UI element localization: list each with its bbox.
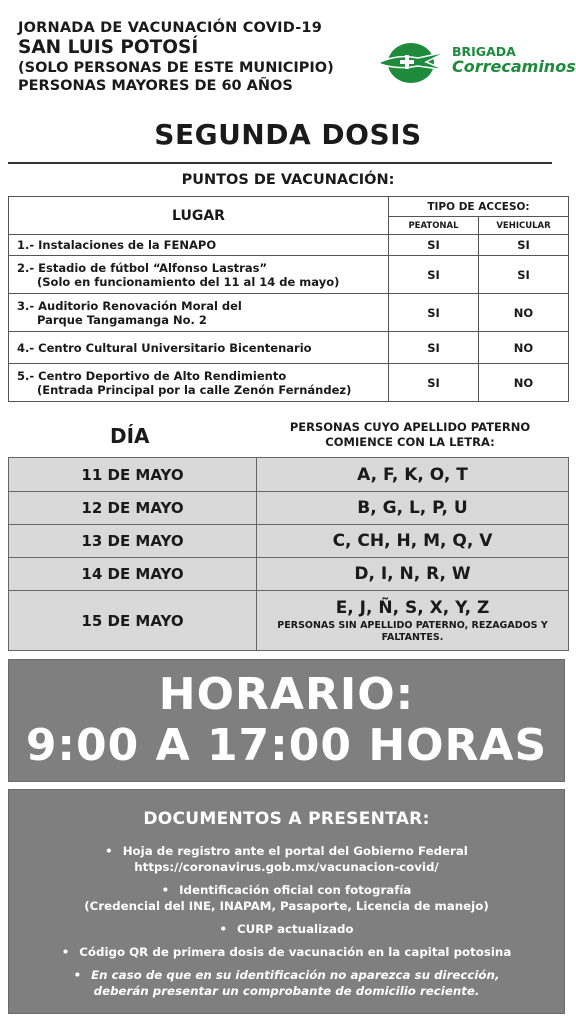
list-item bbox=[9, 843, 564, 875]
letters-cell: B, G, L, P, U bbox=[257, 492, 569, 525]
table-row bbox=[9, 591, 569, 651]
site-name bbox=[9, 256, 389, 294]
bullet-icon: • bbox=[73, 968, 82, 982]
logo-line1: BRIGADA bbox=[452, 44, 516, 59]
day-cell: 14 DE MAYO bbox=[9, 558, 257, 591]
letters-cell bbox=[257, 591, 569, 651]
col-dia: DÍA bbox=[110, 424, 150, 448]
bullet-icon: • bbox=[219, 922, 228, 936]
site-subtext: (Solo en funcionamiento del 11 al 14 de mayo) bbox=[37, 274, 340, 289]
col-peatonal: PEATONAL bbox=[389, 217, 479, 235]
site-name-text: 4.- Centro Cultural Universitario Bicentenario bbox=[17, 340, 312, 355]
vehicular-value: SI bbox=[479, 235, 569, 256]
table-row bbox=[9, 492, 569, 525]
document-subtext: deberán presentar un comprobante de domicilio reciente. bbox=[93, 984, 480, 998]
age-group: PERSONAS MAYORES DE 60 AÑOS bbox=[18, 78, 293, 94]
col-lugar: LUGAR bbox=[9, 197, 389, 235]
document-text: Identificación oficial con fotografía bbox=[179, 883, 412, 897]
letters-text: E, J, Ñ, S, X, Y, Z bbox=[335, 597, 490, 618]
site-name bbox=[9, 235, 389, 256]
table-row bbox=[9, 235, 569, 256]
table-row bbox=[9, 364, 569, 402]
document-subtext: (Credencial del INE, INAPAM, Pasaporte, Licencia de manejo) bbox=[84, 899, 489, 913]
horario-hours: 9:00 A 17:00 HORAS bbox=[25, 720, 548, 771]
document-text: En caso de que en su identificación no aparezca su dirección, bbox=[91, 968, 500, 982]
site-name bbox=[9, 294, 389, 332]
peatonal-value: SI bbox=[389, 332, 479, 364]
horario-label: HORARIO: bbox=[158, 669, 415, 720]
vehicular-value: NO bbox=[479, 332, 569, 364]
peatonal-value: SI bbox=[389, 364, 479, 402]
campaign-title: JORNADA DE VACUNACIÓN COVID-19 bbox=[18, 20, 323, 36]
roadrunner-icon bbox=[378, 40, 448, 86]
site-name-text: 5.- Centro Deportivo de Alto Rendimiento bbox=[17, 368, 287, 383]
document-text: CURP actualizado bbox=[237, 922, 354, 936]
table-row bbox=[9, 294, 569, 332]
municipality-note: (SOLO PERSONAS DE ESTE MUNICIPIO) bbox=[18, 60, 334, 76]
day-cell: 11 DE MAYO bbox=[9, 458, 257, 492]
document-text: Hoja de registro ante el portal del Gobierno Federal bbox=[122, 844, 468, 858]
sites-table bbox=[8, 196, 569, 402]
horario-panel bbox=[8, 659, 565, 782]
peatonal-value: SI bbox=[389, 256, 479, 294]
bullet-icon: • bbox=[61, 945, 70, 959]
col-letras: PERSONAS CUYO APELLIDO PATERNO COMIENCE CON LA LETRA: bbox=[289, 420, 531, 449]
letters-note: PERSONAS SIN APELLIDO PATERNO, REZAGADOS Y FALTANTES. bbox=[277, 619, 548, 643]
letters-cell: A, F, K, O, T bbox=[257, 458, 569, 492]
site-name-text: 3.- Auditorio Renovación Moral del bbox=[17, 298, 242, 313]
peatonal-value: SI bbox=[389, 235, 479, 256]
table-row bbox=[9, 525, 569, 558]
letters-cell: C, CH, H, M, Q, V bbox=[257, 525, 569, 558]
vehicular-value: SI bbox=[479, 256, 569, 294]
peatonal-value: SI bbox=[389, 294, 479, 332]
document-subtext: https://coronavirus.gob.mx/vacunacion-covid/ bbox=[134, 860, 439, 874]
table-row bbox=[9, 256, 569, 294]
day-cell: 12 DE MAYO bbox=[9, 492, 257, 525]
site-subtext: Parque Tangamanga No. 2 bbox=[37, 312, 207, 327]
documents-list bbox=[9, 843, 564, 999]
header bbox=[18, 20, 378, 95]
table-row bbox=[9, 332, 569, 364]
day-cell: 15 DE MAYO bbox=[9, 591, 257, 651]
table-row bbox=[9, 558, 569, 591]
vehicular-value: NO bbox=[479, 364, 569, 402]
sites-title: PUNTOS DE VACUNACIÓN: bbox=[181, 172, 395, 188]
vehicular-value: NO bbox=[479, 294, 569, 332]
col-tipo-acceso: TIPO DE ACCESO: bbox=[389, 197, 569, 217]
list-item bbox=[9, 967, 564, 999]
letters-cell: D, I, N, R, W bbox=[257, 558, 569, 591]
site-name-text: 1.- Instalaciones de la FENAPO bbox=[17, 238, 217, 252]
day-cell: 13 DE MAYO bbox=[9, 525, 257, 558]
table-row bbox=[9, 458, 569, 492]
list-item bbox=[9, 882, 564, 914]
documents-title: DOCUMENTOS A PRESENTAR: bbox=[143, 809, 430, 829]
document-text: Código QR de primera dosis de vacunación en la capital potosina bbox=[79, 945, 512, 959]
sites-header-row bbox=[9, 197, 569, 217]
bullet-icon: • bbox=[105, 844, 113, 858]
schedule-table bbox=[8, 457, 569, 651]
brigada-correcaminos-logo bbox=[378, 38, 576, 88]
bullet-icon: • bbox=[161, 883, 170, 897]
site-name bbox=[9, 332, 389, 364]
dose-title: SEGUNDA DOSIS bbox=[154, 118, 422, 151]
site-name-text: 2.- Estadio de fútbol “Alfonso Lastras” bbox=[17, 260, 268, 275]
documents-panel bbox=[8, 789, 565, 1014]
list-item bbox=[9, 944, 564, 960]
logo-line2: Correcaminos bbox=[452, 57, 576, 76]
divider bbox=[8, 162, 552, 164]
list-item bbox=[9, 921, 564, 937]
site-subtext: (Entrada Principal por la calle Zenón Fernández) bbox=[37, 382, 352, 397]
col-vehicular: VEHICULAR bbox=[479, 217, 569, 235]
city-name: SAN LUIS POTOSÍ bbox=[18, 37, 199, 58]
site-name bbox=[9, 364, 389, 402]
